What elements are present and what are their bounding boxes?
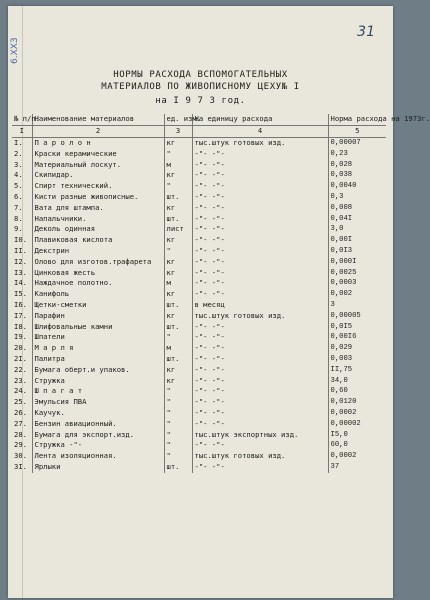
unit: кг bbox=[164, 170, 192, 181]
row-number: 30. bbox=[14, 451, 27, 461]
archive-note: 6.XX3 bbox=[10, 37, 20, 64]
norm-value: 0,029 bbox=[328, 343, 386, 354]
material-name: Материальный лоскут. bbox=[32, 160, 164, 171]
per-unit: -"- -"- bbox=[192, 386, 328, 397]
table-row bbox=[12, 376, 386, 387]
material-name: Бумага для экспорт.изд. bbox=[32, 430, 164, 441]
title-line-3: на I 9 7 3 год. bbox=[155, 96, 246, 106]
col-number: I bbox=[12, 126, 32, 138]
per-unit: -"- -"- bbox=[192, 246, 328, 257]
per-unit: тыс.штук готовых изд. bbox=[192, 138, 328, 149]
unit: шт. bbox=[164, 322, 192, 333]
row-number: 9. bbox=[14, 224, 23, 234]
material-name: П а р о л о н bbox=[32, 138, 164, 149]
table-row bbox=[12, 214, 386, 225]
norm-value: 0,0I5 bbox=[328, 322, 386, 333]
per-unit: -"- -"- bbox=[192, 289, 328, 300]
per-unit: -"- -"- bbox=[192, 462, 328, 473]
row-number: 2. bbox=[14, 148, 23, 158]
unit: шт. bbox=[164, 214, 192, 225]
table-row bbox=[12, 451, 386, 462]
material-name: Палитра bbox=[32, 354, 164, 365]
material-name: Каучук. bbox=[32, 408, 164, 419]
material-name: Щетки-сметки bbox=[32, 300, 164, 311]
per-unit: -"- -"- bbox=[192, 224, 328, 235]
per-unit: -"- -"- bbox=[192, 203, 328, 214]
unit: кг bbox=[164, 257, 192, 268]
table-row bbox=[12, 160, 386, 171]
unit: " bbox=[164, 246, 192, 257]
material-name: Бензин авиационный. bbox=[32, 419, 164, 430]
row-number: I5. bbox=[14, 289, 27, 299]
material-name: Напальчники. bbox=[32, 214, 164, 225]
row-number: 20. bbox=[14, 343, 27, 353]
norm-value: 0,0120 bbox=[328, 397, 386, 408]
table-row bbox=[12, 397, 386, 408]
unit: кг bbox=[164, 235, 192, 246]
table-row bbox=[12, 322, 386, 333]
norm-value: 0,00005 bbox=[328, 311, 386, 322]
unit: " bbox=[164, 451, 192, 462]
unit: " bbox=[164, 149, 192, 160]
norm-value: 0,00007 bbox=[328, 138, 386, 149]
norm-value: 0,60 bbox=[328, 386, 386, 397]
material-name: Парафин bbox=[32, 311, 164, 322]
row-number: I6. bbox=[14, 299, 27, 309]
row-number: 26. bbox=[14, 407, 27, 417]
per-unit: -"- -"- bbox=[192, 354, 328, 365]
row-number: I. bbox=[14, 138, 23, 147]
norm-value: 0,028 bbox=[328, 160, 386, 171]
table-row bbox=[12, 289, 386, 300]
col-number: 5 bbox=[328, 126, 386, 138]
material-name: Канифоль bbox=[32, 289, 164, 300]
norm-value: 0,0003 bbox=[328, 278, 386, 289]
per-unit: -"- -"- bbox=[192, 235, 328, 246]
material-name: Ш п а г а т bbox=[32, 386, 164, 397]
row-number: I8. bbox=[14, 321, 27, 331]
material-name: Ярлыки bbox=[32, 462, 164, 473]
per-unit: -"- -"- bbox=[192, 376, 328, 387]
header-per-unit: На единицу расхода bbox=[192, 114, 328, 126]
table-row bbox=[12, 365, 386, 376]
per-unit: -"- -"- bbox=[192, 170, 328, 181]
document-page bbox=[8, 6, 430, 598]
per-unit: -"- -"- bbox=[192, 192, 328, 203]
header-unit: ед. изм. bbox=[164, 114, 192, 126]
material-name: Шпатели bbox=[32, 332, 164, 343]
unit: кг bbox=[164, 376, 192, 387]
table-row bbox=[12, 170, 386, 181]
row-number: I4. bbox=[14, 278, 27, 288]
norm-value: 0,04I bbox=[328, 214, 386, 225]
per-unit: тыс.штук экспортных изд. bbox=[192, 430, 328, 441]
unit: " bbox=[164, 440, 192, 451]
unit: " bbox=[164, 332, 192, 343]
col-number: 2 bbox=[32, 126, 164, 138]
row-number: 2I. bbox=[14, 353, 27, 363]
table-row bbox=[12, 268, 386, 279]
row-number: I7. bbox=[14, 310, 27, 320]
row-number: II. bbox=[14, 245, 27, 255]
table-row bbox=[12, 257, 386, 268]
table-row bbox=[12, 386, 386, 397]
table-row bbox=[12, 224, 386, 235]
material-name: Кисти разные живописные. bbox=[32, 192, 164, 203]
table-row bbox=[12, 300, 386, 311]
row-number: 22. bbox=[14, 364, 27, 374]
title-line-1: НОРМЫ РАСХОДА ВСПОМОГАТЕЛЬНЫХ bbox=[113, 70, 288, 80]
unit: шт. bbox=[164, 192, 192, 203]
material-name: Краски керамические bbox=[32, 149, 164, 160]
per-unit: -"- -"- bbox=[192, 214, 328, 225]
unit: " bbox=[164, 397, 192, 408]
header-num: № п/п: bbox=[12, 114, 32, 126]
row-number: 7. bbox=[14, 202, 23, 212]
header-name: Наименование материалов bbox=[32, 114, 164, 126]
table-row bbox=[12, 354, 386, 365]
norm-value: 0,00I6 bbox=[328, 332, 386, 343]
table-row bbox=[12, 138, 386, 149]
material-name: М а р л я bbox=[32, 343, 164, 354]
per-unit: -"- -"- bbox=[192, 419, 328, 430]
row-number: 6. bbox=[14, 191, 23, 201]
norm-value: 0,23 bbox=[328, 149, 386, 160]
per-unit: -"- -"- bbox=[192, 408, 328, 419]
table-row bbox=[12, 203, 386, 214]
per-unit: -"- -"- bbox=[192, 343, 328, 354]
norms-table bbox=[12, 114, 430, 473]
table-body bbox=[12, 138, 386, 473]
table-row bbox=[12, 408, 386, 419]
material-name: Цинковая жесть bbox=[32, 268, 164, 279]
unit: " bbox=[164, 408, 192, 419]
material-name: Эмульсия ПВА bbox=[32, 397, 164, 408]
unit: лист bbox=[164, 224, 192, 235]
row-number: 4. bbox=[14, 170, 23, 180]
material-name: Плавиковая кислота bbox=[32, 235, 164, 246]
page-number: 31 bbox=[357, 24, 375, 40]
material-name: Бумага оберт.и упаков. bbox=[32, 365, 164, 376]
col-number: 3 bbox=[164, 126, 192, 138]
norm-value: 0,000I bbox=[328, 257, 386, 268]
norm-value: 0,008 bbox=[328, 203, 386, 214]
table-row bbox=[12, 149, 386, 160]
col-number: 4 bbox=[192, 126, 328, 138]
norm-value: II,75 bbox=[328, 365, 386, 376]
table-row bbox=[12, 311, 386, 322]
per-unit: -"- -"- bbox=[192, 278, 328, 289]
norm-value: 0,0I3 bbox=[328, 246, 386, 257]
per-unit: -"- -"- bbox=[192, 160, 328, 171]
unit: м bbox=[164, 343, 192, 354]
per-unit: -"- -"- bbox=[192, 257, 328, 268]
per-unit: -"- -"- bbox=[192, 322, 328, 333]
norm-value: 3,0 bbox=[328, 224, 386, 235]
norm-value: 0,038 bbox=[328, 170, 386, 181]
table-row bbox=[12, 332, 386, 343]
norm-value: 3 bbox=[328, 300, 386, 311]
material-name: Спирт технический. bbox=[32, 181, 164, 192]
material-name: Шлифовальные камни bbox=[32, 322, 164, 333]
per-unit: тыс.штук готовых изд. bbox=[192, 451, 328, 462]
unit: кг bbox=[164, 365, 192, 376]
per-unit: -"- -"- bbox=[192, 268, 328, 279]
unit: м bbox=[164, 278, 192, 289]
per-unit: тыс.штук готовых изд. bbox=[192, 311, 328, 322]
material-name: Стружка -"- bbox=[32, 440, 164, 451]
row-number: 3I. bbox=[14, 461, 27, 471]
row-number: 5. bbox=[14, 181, 23, 191]
per-unit: -"- -"- bbox=[192, 365, 328, 376]
table-row bbox=[12, 440, 386, 451]
material-name: Наждачное полотно. bbox=[32, 278, 164, 289]
row-number: 23. bbox=[14, 375, 27, 385]
table-row bbox=[12, 192, 386, 203]
table-row bbox=[12, 246, 386, 257]
per-unit: -"- -"- bbox=[192, 181, 328, 192]
table-row bbox=[12, 343, 386, 354]
table-row bbox=[12, 430, 386, 441]
table-row bbox=[12, 278, 386, 289]
header-norm: Норма расхода на 1973г. bbox=[328, 114, 386, 126]
row-number: I9. bbox=[14, 332, 27, 342]
table-row bbox=[12, 235, 386, 246]
norm-value: 0,00I bbox=[328, 235, 386, 246]
material-name: Вата для штампа. bbox=[32, 203, 164, 214]
material-name: Олово для изготов.трафарета bbox=[32, 257, 164, 268]
material-name: Скипидар. bbox=[32, 170, 164, 181]
unit: шт. bbox=[164, 300, 192, 311]
unit: " bbox=[164, 419, 192, 430]
unit: " bbox=[164, 430, 192, 441]
unit: " bbox=[164, 181, 192, 192]
norm-value: 0,0025 bbox=[328, 268, 386, 279]
norm-value: 0,0040 bbox=[328, 181, 386, 192]
material-name: Декстрин bbox=[32, 246, 164, 257]
per-unit: -"- -"- bbox=[192, 332, 328, 343]
row-number: 25. bbox=[14, 397, 27, 407]
norm-value: 0,0002 bbox=[328, 451, 386, 462]
material-name: Стружка bbox=[32, 376, 164, 387]
row-number: 29. bbox=[14, 440, 27, 450]
row-number: I2. bbox=[14, 256, 27, 266]
unit: " bbox=[164, 386, 192, 397]
norm-value: I5,0 bbox=[328, 430, 386, 441]
norm-value: 60,0 bbox=[328, 440, 386, 451]
unit: кг bbox=[164, 311, 192, 322]
per-unit: -"- -"- bbox=[192, 397, 328, 408]
unit: м bbox=[164, 160, 192, 171]
norm-value: 37 bbox=[328, 462, 386, 473]
row-number: 27. bbox=[14, 418, 27, 428]
material-name: Лента изоляционная. bbox=[32, 451, 164, 462]
norm-value: 0,002 bbox=[328, 289, 386, 300]
per-unit: в месяц bbox=[192, 300, 328, 311]
norm-value: 34,0 bbox=[328, 376, 386, 387]
norm-value: 0,0002 bbox=[328, 408, 386, 419]
unit: шт. bbox=[164, 462, 192, 473]
row-number: 3. bbox=[14, 159, 23, 169]
table-row bbox=[12, 419, 386, 430]
unit: кг bbox=[164, 203, 192, 214]
material-name: Деколь одинная bbox=[32, 224, 164, 235]
unit: кг bbox=[164, 289, 192, 300]
norm-value: 0,003 bbox=[328, 354, 386, 365]
per-unit: -"- -"- bbox=[192, 440, 328, 451]
unit: кг bbox=[164, 268, 192, 279]
norm-value: 0,00002 bbox=[328, 419, 386, 430]
row-number: 24. bbox=[14, 386, 27, 396]
row-number: 28. bbox=[14, 429, 27, 439]
table-row bbox=[12, 462, 386, 473]
row-number: 8. bbox=[14, 213, 23, 223]
table-row bbox=[12, 181, 386, 192]
row-number: I3. bbox=[14, 267, 27, 277]
unit: шт. bbox=[164, 354, 192, 365]
row-number: I0. bbox=[14, 235, 27, 245]
per-unit: -"- -"- bbox=[192, 149, 328, 160]
unit: кг bbox=[164, 138, 192, 149]
title-line-2: МАТЕРИАЛОВ ПО ЖИВОПИСНОМУ ЦЕХУ№ I bbox=[101, 82, 300, 92]
norm-value: 0,3 bbox=[328, 192, 386, 203]
